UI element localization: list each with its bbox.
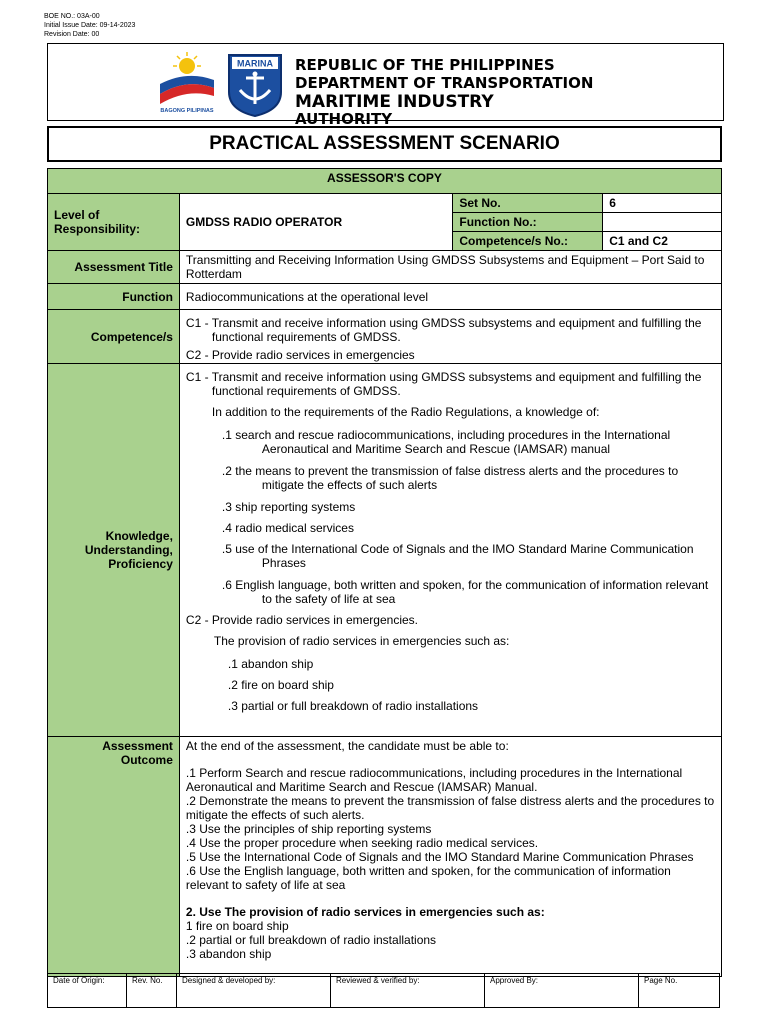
outcome-item: .1 Perform Search and rescue radiocommunications, including procedures in the International Aeronautical and Maritime Search and Rescue (IAMSAR) Manual. <box>185 766 683 794</box>
boe-number: BOE NO.: 03A-00 <box>44 13 100 20</box>
competence-no-label: Competence/s No.: <box>453 232 603 251</box>
logo2-caption: MARINA <box>237 58 273 69</box>
agency-line-4: AUTHORITY <box>295 110 393 128</box>
outcome-section-2-item: 1 fire on board ship <box>185 919 289 933</box>
logo1-caption: BAGONG PILIPINAS <box>160 108 214 114</box>
function-value: Radiocommunications at the operational level <box>179 284 721 310</box>
assessment-title-value: Transmitting and Receiving Information Using GMDSS Subsystems and Equipment – Port Said to Rotterdam <box>179 251 721 284</box>
knowledge-c2-item: .1 abandon ship <box>227 657 314 671</box>
competence-c2: C2 - Provide radio services in emergencies <box>185 348 415 362</box>
outcome-item: .5 Use the International Code of Signals and the IMO Standard Marine Communication Phrases <box>185 850 694 864</box>
competence-no-value: C1 and C2 <box>603 232 722 251</box>
bagong-pilipinas-logo <box>156 50 218 116</box>
knowledge-c1-item: .6 English language, both written and spoken, for the communication of information relevant to the safety of life at sea <box>221 578 709 606</box>
footer-date-origin: Date of Origin: <box>48 974 127 1008</box>
knowledge-c1-item: .2 the means to prevent the transmission of false distress alerts and the procedures to mitigate the effects of such alerts <box>221 464 679 492</box>
agency-line-1: REPUBLIC OF THE PHILIPPINES <box>295 56 555 74</box>
revision-date: Revision Date: 00 <box>44 31 100 38</box>
agency-line-2: DEPARTMENT OF TRANSPORTATION <box>295 74 594 92</box>
footer-reviewed-by: Reviewed & verified by: <box>331 974 485 1008</box>
issue-date: Initial Issue Date: 09-14-2023 <box>44 22 136 29</box>
knowledge-c1-intro: In addition to the requirements of the Radio Regulations, a knowledge of: <box>211 405 600 419</box>
footer-page-no: Page No. <box>639 974 720 1008</box>
outcome-section-2: 2. Use The provision of radio services in emergencies such as: <box>185 905 545 919</box>
level-value: GMDSS RADIO OPERATOR <box>179 194 452 251</box>
function-label: Function <box>48 284 180 310</box>
knowledge-c2-item: .3 partial or full breakdown of radio installations <box>227 699 479 713</box>
document-meta <box>44 12 135 39</box>
assessment-table <box>47 168 722 977</box>
footer-approved-by: Approved By: <box>485 974 639 1008</box>
outcome-section-2-item: .3 abandon ship <box>185 947 272 961</box>
outcome-item: .3 Use the principles of ship reporting systems <box>185 822 432 836</box>
outcome-intro: At the end of the assessment, the candidate must be able to: <box>185 739 509 753</box>
page-title: PRACTICAL ASSESSMENT SCENARIO <box>47 126 722 162</box>
outcome-section-2-item: .2 partial or full breakdown of radio installations <box>185 933 437 947</box>
footer-table <box>47 973 720 1008</box>
letterhead <box>47 43 724 128</box>
assessors-copy-header: ASSESSOR'S COPY <box>48 169 722 194</box>
knowledge-c1-item: .1 search and rescue radiocommunications, including procedures in the International Aeronautical and Maritime Search and Rescue (IAMSAR) manual <box>221 428 671 456</box>
footer-designed-by: Designed & developed by: <box>177 974 331 1008</box>
set-no-label: Set No. <box>453 194 603 213</box>
assessment-title-label: Assessment Title <box>48 251 180 284</box>
set-no-value: 6 <box>603 194 722 213</box>
footer-rev-no: Rev. No. <box>127 974 177 1008</box>
knowledge-c1-item: .4 radio medical services <box>221 521 354 535</box>
level-label: Level of Responsibility: <box>48 194 180 251</box>
function-no-label: Function No.: <box>453 213 603 232</box>
agency-name <box>295 56 593 126</box>
outcome-item: .2 Demonstrate the means to prevent the transmission of false distress alerts and the procedures to mitigate the effects of such alerts. <box>185 794 715 822</box>
knowledge-c1-item: .5 use of the International Code of Signals and the IMO Standard Marine Communication Phrases <box>221 542 694 570</box>
knowledge-c2-item: .2 fire on board ship <box>227 678 334 692</box>
outcome-item: .6 Use the English language, both written and spoken, for the communication of information relevant to safety of life at sea <box>185 864 671 892</box>
outcome-label: Assessment Outcome <box>48 737 180 977</box>
knowledge-c1-item: .3 ship reporting systems <box>221 500 356 514</box>
competences-label: Competence/s <box>48 310 180 364</box>
outcome-item: .4 Use the proper procedure when seeking radio medical services. <box>185 836 539 850</box>
marina-logo <box>226 52 284 118</box>
knowledge-c2-intro: The provision of radio services in emergencies such as: <box>213 634 510 648</box>
function-no-value <box>603 213 722 232</box>
knowledge-c2: C2 - Provide radio services in emergencies. <box>185 613 419 627</box>
knowledge-c1: C1 - Transmit and receive information using GMDSS subsystems and equipment and fulfilling the functional requirements of GMDSS. <box>185 370 702 398</box>
knowledge-label: Knowledge, Understanding, Proficiency <box>48 364 180 737</box>
competence-c1: C1 - Transmit and receive information using GMDSS subsystems and equipment and fulfilling the functional requirements of GMDSS. <box>185 316 702 344</box>
agency-line-3: MARITIME INDUSTRY <box>295 92 494 112</box>
